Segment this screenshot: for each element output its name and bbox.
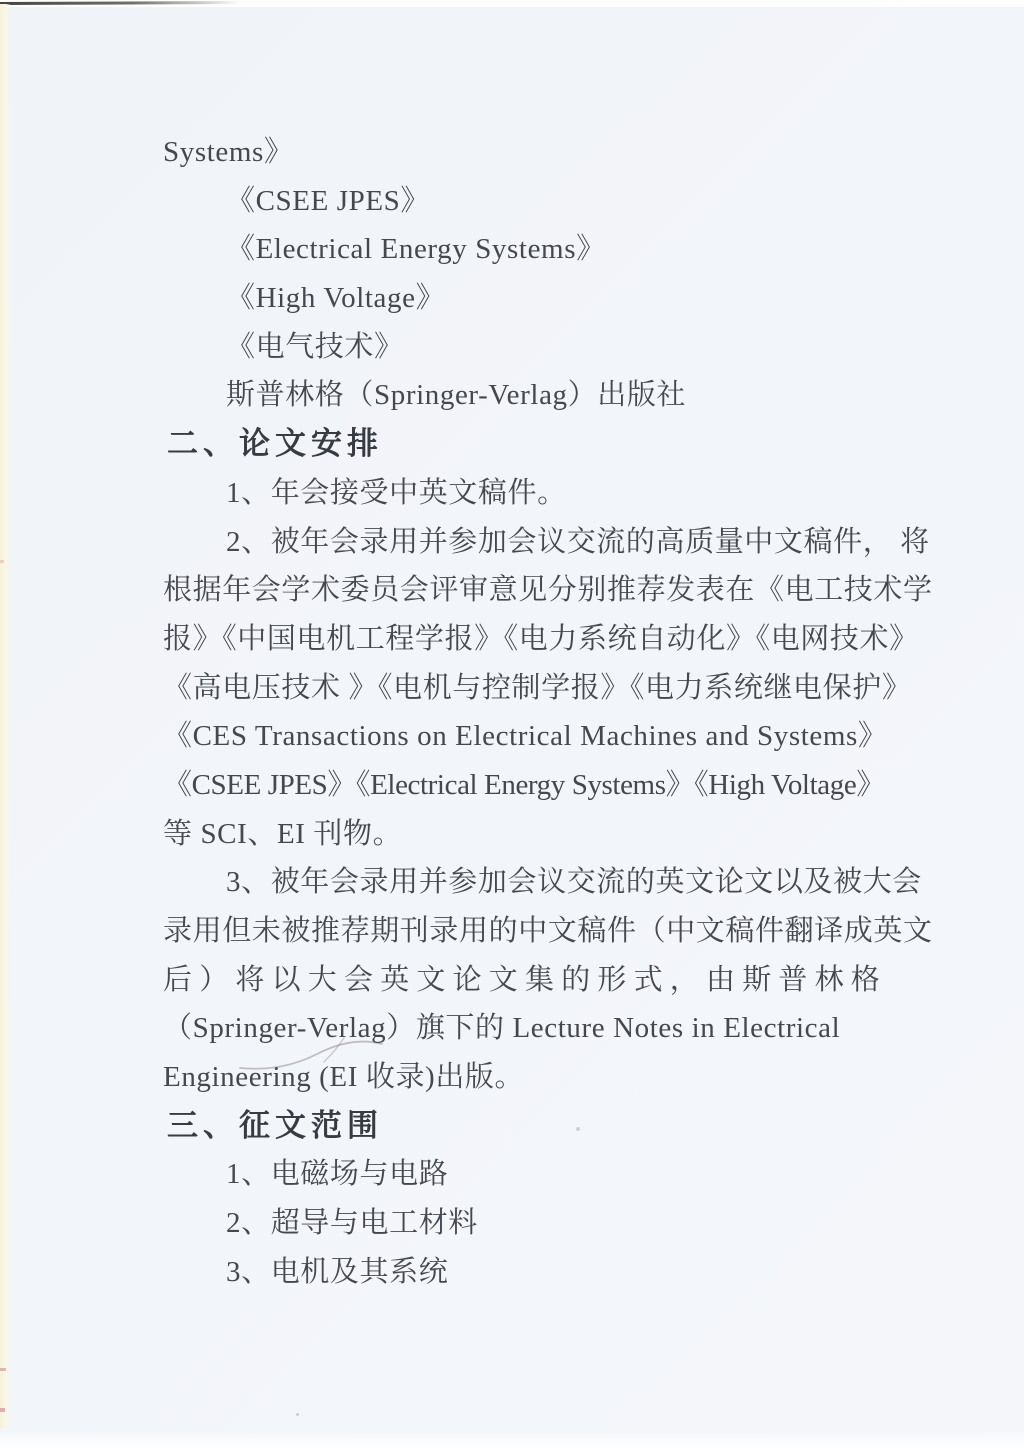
section-2-item-2-line: 2、被年会录用并参加会议交流的高质量中文稿件， 将 [226,525,930,558]
journal-line: 《Electrical Energy Systems》 [226,233,606,266]
section-3-heading: 三、征文范围 [167,1107,383,1143]
scan-pink-mark [0,1368,6,1371]
section-2-item-2-line: 根据年会学术委员会评审意见分别推荐发表在《电工技术学 [163,574,933,607]
scan-bottom-edge [0,1431,1024,1448]
section-2-item-2-line: 《高电压技术 》《电机与控制学报》《电力系统继电保护》 [163,671,912,704]
section-2-item-2-line: 《CES Transactions on Electrical Machines and Systems》 [163,720,888,753]
section-2-item-3-line: 录用但未被推荐期刊录用的中文稿件（中文稿件翻译成英文 [163,915,933,947]
scan-pink-mark [0,1408,5,1412]
journal-line: Systems》 [163,136,294,168]
publisher-line: 斯普林格（Springer-Verlag）出版社 [226,379,687,412]
section-2-heading: 二、论文安排 [167,426,383,462]
section-3-item: 2、超导与电工材料 [226,1207,478,1240]
journal-line: 《High Voltage》 [226,282,446,315]
section-2-item-1: 1、年会接受中英文稿件。 [226,476,567,509]
section-2-item-2-line: 等 SCI、EI 刊物。 [163,817,403,850]
section-2-item-2-line: 《CSEE JPES》《Electrical Energy Systems》《High Voltage》 [163,768,885,801]
section-3-item: 3、电机及其系统 [226,1255,449,1288]
journal-line: 《电气技术》 [226,330,404,363]
section-3-item: 1、电磁场与电路 [226,1158,449,1191]
section-2-item-3-line: 后）将以大会英文论文集的形式，由斯普林格 [163,963,888,996]
journal-line: 《CSEE JPES》 [226,184,431,217]
section-2-item-3-line: 3、被年会录用并参加会议交流的英文论文以及被大会 [226,866,922,899]
section-2-item-3-line: Engineering (EI 收录)出版。 [163,1061,525,1094]
section-2-item-3-line: （Springer-Verlag）旗下的 Lecture Notes in Electrical [163,1012,841,1045]
scan-speck [296,1413,299,1416]
document-body [0,128,1024,1297]
section-2-item-2-line: 报》《中国电机工程学报》《电力系统自动化》《电网技术》 [163,622,919,655]
